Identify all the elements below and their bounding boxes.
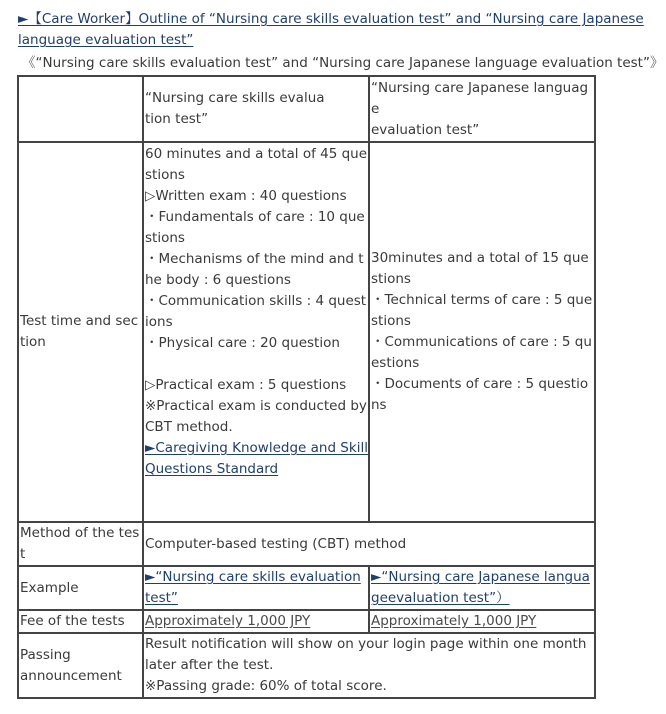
spacer xyxy=(145,354,368,375)
table-caption: 《“Nursing care skills evaluation test” and “Nursing care Japanese language evaluation test”》 xyxy=(22,55,664,71)
table-row-fee xyxy=(18,610,595,633)
passing-label-line-2: announcement xyxy=(20,667,122,684)
japanese-item: ・Technical terms of care : 5 questions xyxy=(371,292,593,329)
japanese-summary: 30minutes and a total of 15 questions xyxy=(371,250,589,287)
evaluation-test-table xyxy=(17,75,596,699)
skills-test-time-cell xyxy=(143,142,369,522)
table-header-row xyxy=(18,76,595,142)
row-label-passing xyxy=(18,633,143,698)
example-skills-cell xyxy=(143,566,369,610)
fee-japanese-cell xyxy=(369,610,595,633)
japanese-item: ・Communications of care : 5 questions xyxy=(371,334,592,371)
header-skills-test: “Nursing care skills evaluation test” xyxy=(143,76,369,142)
skills-summary: 60 minutes and a total of 45 questions xyxy=(145,146,368,183)
header-japanese-line-3: evaluation test” xyxy=(371,121,480,138)
care-worker-outline-link[interactable]: ►【Care Worker】Outline of “Nursing care skills evaluation test” and “Nursing care Japanese language evaluation test” xyxy=(18,11,644,48)
japanese-item: ・Documents of care : 5 questions xyxy=(371,376,589,413)
table-row-test-time xyxy=(18,142,595,522)
method-value: Computer-based testing (CBT) method xyxy=(143,522,595,566)
passing-label-line-1: Passing xyxy=(20,646,71,663)
header-japanese-test xyxy=(369,76,595,142)
header-empty-cell xyxy=(18,76,143,142)
fee-skills-cell xyxy=(143,610,369,633)
example-japanese-cell xyxy=(369,566,595,610)
caregiving-standard-link[interactable]: ►Caregiving Knowledge and Skill Questions Standard xyxy=(145,440,368,477)
table-row-passing xyxy=(18,633,595,698)
japanese-test-example-link[interactable]: ►“Nursing care Japanese languageevaluation test”） xyxy=(371,569,590,606)
passing-value: Result notification will show on your login page within one month later after the test. xyxy=(145,636,587,673)
skills-item: ・Physical care : 20 question xyxy=(145,335,340,351)
skills-fee-link[interactable]: Approximately 1,000 JPY xyxy=(145,613,311,629)
page-heading xyxy=(18,9,658,51)
skills-item: ・Mechanisms of the mind and the body : 6 questions xyxy=(145,251,364,288)
row-label-fee: Fee of the tests xyxy=(18,610,143,633)
skills-item: ・Fundamentals of care : 10 questions xyxy=(145,209,365,246)
skills-practical-exam: ▷Practical exam : 5 questions xyxy=(145,377,347,393)
header-japanese-line-1: “Nursing care Japanese languag xyxy=(371,79,589,96)
skills-practical-note-2: CBT method. xyxy=(145,419,233,435)
skills-test-example-link[interactable]: ►“Nursing care skills evaluation test” xyxy=(145,569,361,606)
row-label-method: Method of the test xyxy=(18,522,143,566)
table-row-method xyxy=(18,522,595,566)
japanese-fee-link[interactable]: Approximately 1,000 JPY xyxy=(371,613,537,629)
skills-practical-note: ※Practical exam is conducted by xyxy=(145,398,367,414)
row-label-test-time: Test time and section xyxy=(18,142,143,522)
row-label-example: Example xyxy=(18,566,143,610)
skills-item: ・Communication skills : 4 questions xyxy=(145,293,367,330)
passing-value-cell xyxy=(143,633,595,698)
skills-written-exam: ▷Written exam : 40 questions xyxy=(145,188,347,204)
table-row-example xyxy=(18,566,595,610)
japanese-test-time-cell xyxy=(369,142,595,522)
passing-grade-note: ※Passing grade: 60% of total score. xyxy=(145,678,387,694)
header-japanese-line-2: e xyxy=(371,100,380,117)
